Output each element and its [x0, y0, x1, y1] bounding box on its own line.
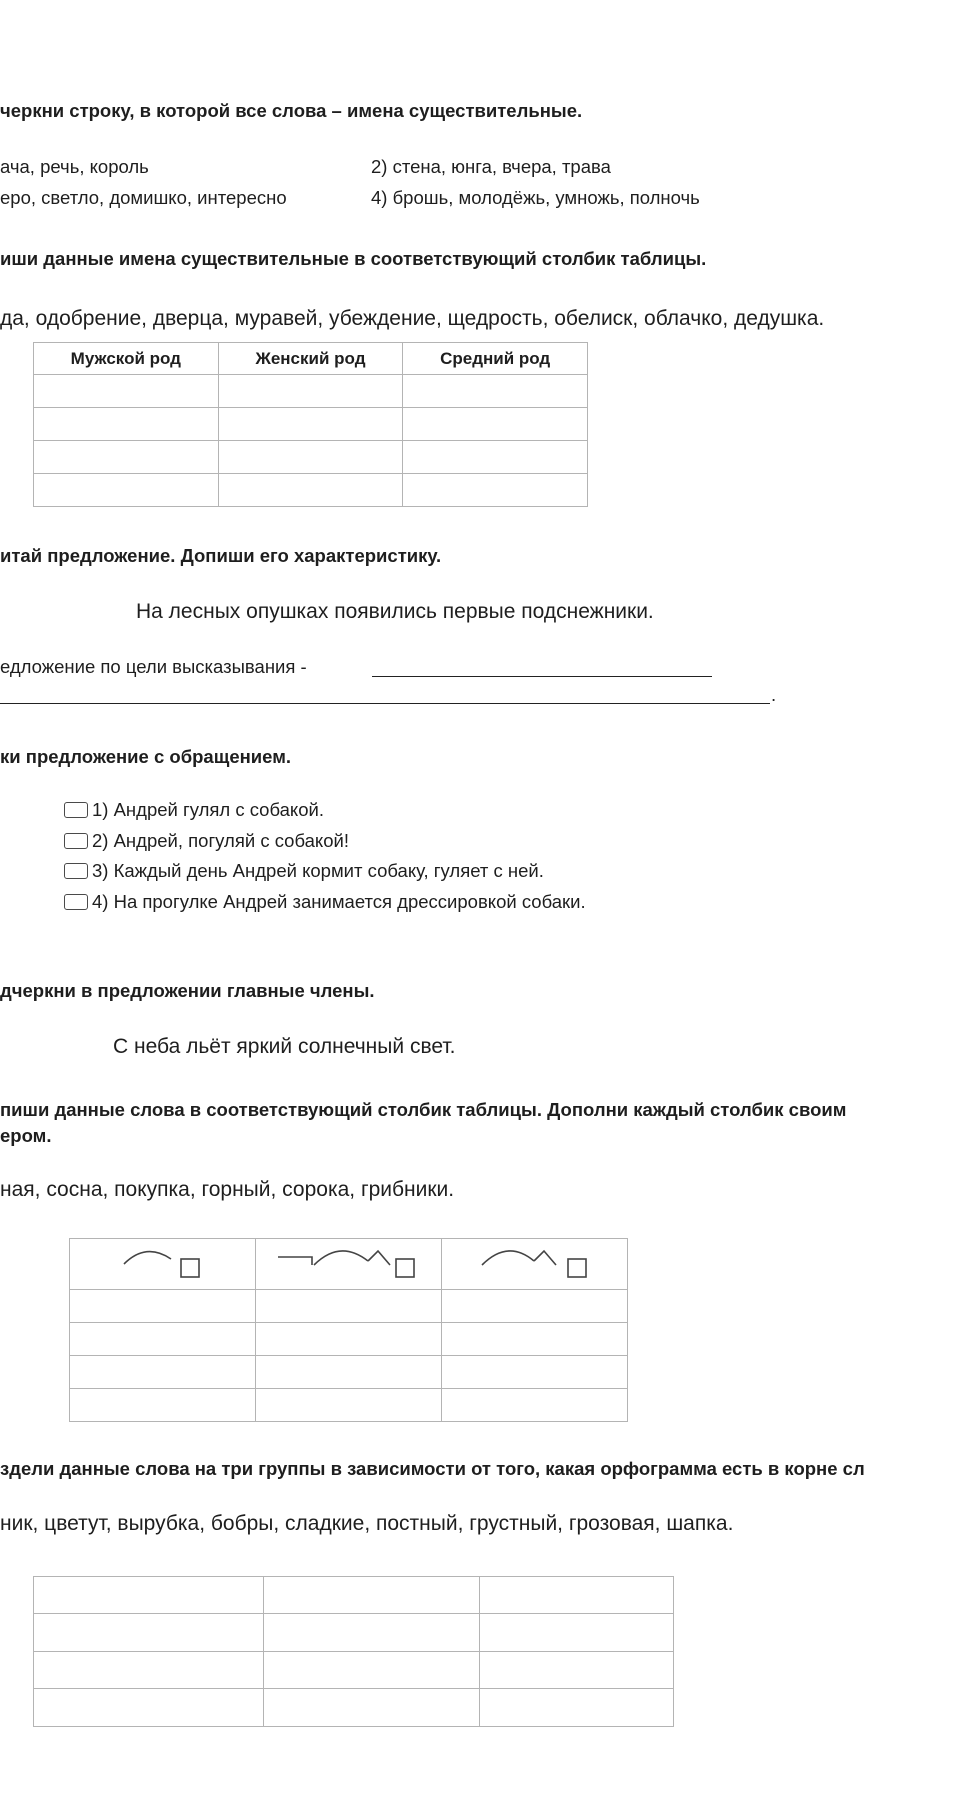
table-cell[interactable]	[256, 1356, 442, 1389]
task6-words: ная, сосна, покупка, горный, сорока, грибники.	[0, 1178, 455, 1201]
task3-title: итай предложение. Допиши его характеристику.	[0, 545, 442, 566]
task1-title: черкни строку, в которой все слова – имена существительные.	[0, 100, 583, 121]
table-cell[interactable]	[480, 1577, 674, 1614]
table-cell[interactable]	[218, 441, 403, 474]
task1-option-1: ача, речь, король	[0, 156, 149, 177]
table-cell[interactable]	[256, 1389, 442, 1422]
task4-option-3[interactable]	[64, 858, 544, 884]
prefix-root-suffix-ending-scheme-icon	[256, 1239, 441, 1289]
table-cell[interactable]	[256, 1290, 442, 1323]
table-cell[interactable]	[34, 1689, 264, 1727]
table-cell[interactable]	[403, 375, 588, 408]
checkbox[interactable]	[64, 833, 88, 849]
option-label: 1) Андрей гулял с собакой.	[92, 799, 324, 820]
column-header-root-ending	[70, 1239, 256, 1290]
table-cell[interactable]	[403, 441, 588, 474]
table-cell[interactable]	[34, 1614, 264, 1652]
table-cell[interactable]	[442, 1323, 628, 1356]
task4-title: ки предложение с обращением.	[0, 746, 292, 767]
task1-option-4: 4) брошь, молодёжь, умножь, полночь	[371, 187, 700, 208]
answer-line-2[interactable]	[0, 703, 770, 704]
table-cell[interactable]	[34, 474, 219, 507]
column-header-prefix-root-suffix-ending	[256, 1239, 442, 1290]
task4-option-2[interactable]	[64, 828, 349, 854]
column-header-neuter: Средний род	[403, 343, 588, 375]
task4-option-4[interactable]	[64, 889, 586, 915]
table-cell[interactable]	[442, 1290, 628, 1323]
root-ending-scheme-icon	[70, 1239, 255, 1289]
table-cell[interactable]	[442, 1389, 628, 1422]
table-cell[interactable]	[480, 1652, 674, 1689]
task2-words: да, одобрение, дверца, муравей, убеждение, щедрость, обелиск, облачко, дедушка.	[0, 307, 825, 330]
table-cell[interactable]	[256, 1323, 442, 1356]
column-header-root-suffix-ending	[442, 1239, 628, 1290]
checkbox[interactable]	[64, 863, 88, 879]
task6-title-line1: пиши данные слова в соответствующий столбик таблицы. Дополни каждый столбик своим	[0, 1099, 847, 1120]
column-header-masculine: Мужской род	[34, 343, 219, 375]
option-label: 4) На прогулке Андрей занимается дрессировкой собаки.	[92, 891, 586, 912]
task3-line1-label: едложение по цели высказывания -	[0, 656, 307, 677]
column-header-feminine: Женский род	[218, 343, 403, 375]
morpheme-table	[69, 1238, 628, 1422]
table-cell[interactable]	[34, 408, 219, 441]
task3-sentence: На лесных опушках появились первые подснежники.	[136, 600, 654, 623]
table-cell[interactable]	[70, 1389, 256, 1422]
task2-title: иши данные имена существительные в соответствующий столбик таблицы.	[0, 248, 707, 269]
table-cell[interactable]	[34, 441, 219, 474]
answer-line-1[interactable]	[372, 676, 712, 677]
orthogram-table	[33, 1576, 674, 1727]
table-cell[interactable]	[70, 1323, 256, 1356]
gender-table	[33, 342, 588, 507]
task1-option-3: еро, светло, домишко, интересно	[0, 187, 287, 208]
table-cell[interactable]	[480, 1689, 674, 1727]
task7-words: ник, цветут, вырубка, бобры, сладкие, постный, грустный, грозовая, шапка.	[0, 1512, 734, 1535]
table-cell[interactable]	[218, 408, 403, 441]
table-cell[interactable]	[263, 1577, 480, 1614]
task1-option-2: 2) стена, юнга, вчера, трава	[371, 156, 611, 177]
task5-sentence: С неба льёт яркий солнечный свет.	[113, 1035, 456, 1058]
option-label: 2) Андрей, погуляй с собакой!	[92, 830, 349, 851]
table-cell[interactable]	[218, 375, 403, 408]
table-cell[interactable]	[70, 1356, 256, 1389]
task5-title: дчеркни в предложении главные члены.	[0, 980, 375, 1001]
table-cell[interactable]	[480, 1614, 674, 1652]
table-cell[interactable]	[403, 474, 588, 507]
table-cell[interactable]	[403, 408, 588, 441]
table-cell[interactable]	[70, 1290, 256, 1323]
table-cell[interactable]	[34, 1652, 264, 1689]
checkbox[interactable]	[64, 894, 88, 910]
root-suffix-ending-scheme-icon	[442, 1239, 627, 1289]
task7-title: здели данные слова на три группы в зависимости от того, какая орфограмма есть в корне сл	[0, 1458, 865, 1479]
table-cell[interactable]	[263, 1652, 480, 1689]
table-cell[interactable]	[442, 1356, 628, 1389]
table-cell[interactable]	[34, 375, 219, 408]
task4-option-1[interactable]	[64, 797, 324, 823]
answer-line-period: .	[771, 684, 777, 705]
table-cell[interactable]	[34, 1577, 264, 1614]
table-cell[interactable]	[263, 1614, 480, 1652]
task6-title-line2: ером.	[0, 1125, 52, 1146]
option-label: 3) Каждый день Андрей кормит собаку, гуляет с ней.	[92, 860, 544, 881]
table-cell[interactable]	[218, 474, 403, 507]
checkbox[interactable]	[64, 802, 88, 818]
table-cell[interactable]	[263, 1689, 480, 1727]
